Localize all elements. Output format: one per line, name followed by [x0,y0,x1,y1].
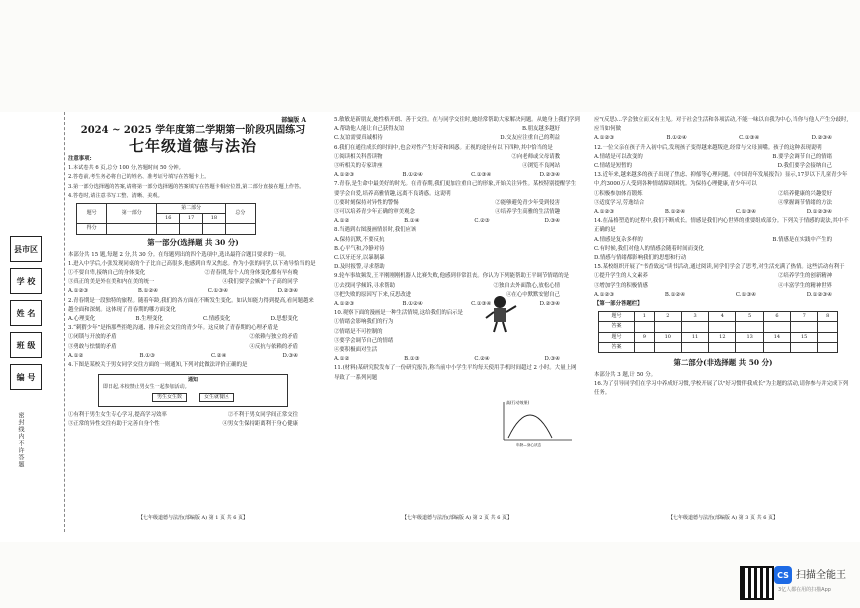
cartoon-illustration [484,294,518,334]
question-15: 15.某校组织开展了"书香致远"读书活动,通过阅读,同学们学会了思考,对生活充满了热情。这些活动有利于 [594,264,845,271]
choice: B.①②④ [666,135,687,142]
answer-table-row [599,322,838,332]
answer-cell: 12 [709,332,736,342]
school-field: 学 校 [10,268,42,294]
q12-options-a [594,153,852,162]
answer-table-row [599,342,838,352]
choice: D.②③④ [277,288,298,295]
choice: C.①③④ [471,172,492,179]
answer-cell [736,342,763,352]
choice: A.①②③ [594,135,615,142]
question-14: 14.在品格塑造的过程中,我们不断成长。情感是我们内心世界的重要组成部分。下列关于情感的说法,其中不正确的是 [594,218,849,234]
exam-title: 2024 ~ 2025 学年度第二学期第一阶段巩固练习 [80,125,306,136]
q15-options-b [594,282,852,291]
q10-option-list [334,318,484,355]
part1-intro: 本部分共 15 题,每题 2 分,共 30 分。在每题列出的四个选项中,选出最符合题目要求的一项。 [68,251,290,258]
q9-opt-4: ④在心中默默安慰自己 [506,291,560,298]
q14-opt-d: D.情感与情绪都影响我们的思想和行动 [594,255,687,262]
answer-cell: 13 [736,332,763,342]
answer-cell [736,322,763,332]
answer-cell: 2 [654,312,681,322]
county-field: 县市区 [10,236,42,262]
q7-choices [334,217,580,226]
q6-options-b [334,162,580,171]
q15-options-a [594,272,852,281]
q3-opt-2: ②依赖与独立的矛盾 [249,334,298,341]
score-cell [225,224,255,234]
notice-sign-2: 女生就餐区 [199,393,234,402]
notice-title: 通知 [187,377,198,384]
q9-options-b [334,291,580,300]
answer-cell [635,322,655,332]
question-4: 4.下图是某校关于男女同学交往方面的一则通知,下列对此做法评价正确的是 [68,362,248,369]
class-field: 班 级 [10,332,42,358]
score-header: 题号 [77,204,107,224]
q9-opt-3: ③把失败的原因写下来,反思改进 [334,291,412,298]
answer-table [598,311,838,353]
q3-opt-3: ③勇敢与怯懦的矛盾 [68,343,117,350]
choice: B.①③ [404,356,420,363]
q7-opt-4: ④培养学生高雅的生活情趣 [495,209,560,216]
answer-cell [818,322,838,332]
q13-opt-2: ②培养健康的兴趣爱好 [778,190,832,197]
q1-options-a [68,269,318,278]
question-7: 7.青春,是生命中最美好的时光。在青春期,我们更加注重自己的形象,开始关注异性。某校特别提醒学生要学会自爱,培养高雅情趣,远离不良诱惑。这说明 [334,181,577,197]
score-row-label: 得分 [77,224,107,234]
q18-col: 18 [203,214,226,224]
notes-title: 注意事项: [68,156,92,162]
answer-row-label: 答案 [599,322,635,332]
notice-box [98,374,288,407]
column-2 [334,116,580,516]
q4-options-a [68,411,318,420]
choice: B.①④ [404,218,420,225]
answer-cell: 14 [763,332,790,342]
choice: D.③④ [282,352,298,359]
choice: D.③④ [544,218,560,225]
answer-cell [635,342,655,352]
q15-opt-1: ①提升学生的人文素养 [594,273,648,280]
graph-x-label: 年龄—身心状态 [516,443,542,447]
q9-choices [334,300,580,309]
choice: C.②③ [474,218,490,225]
question-16: 16.为了引导同学们在学习中养成好习惯,学校开展了以"好习惯伴我成长"为主题的活动,请你参与并完成下列任务。 [594,381,849,397]
q7-opt-2: ②能够避免青少年受到侵害 [495,199,560,206]
q8-opt-b: B.心平气和,冷静对待 [334,245,385,252]
answer-cell [681,322,708,332]
q11-continued: 应"(反思)...学会独立而又有主见。对于社会生活和各项活动,不能一味以自我为中心,当你与他人产生分歧时,应当如何做 [594,117,849,133]
choice: A.①② [68,352,84,359]
choice: B.①②④ [402,301,423,308]
choice: C.②④ [210,352,227,359]
part2-title: 第二部分(非选择题 共 50 分) [673,358,773,368]
q13-options-b [594,199,852,208]
q12-opt-b: B.要学会调节自己的情绪 [772,153,832,160]
choice: A.心理变化 [68,316,96,323]
total-header: 总分 [225,204,255,224]
q12-options-b [594,162,852,171]
choice: B.①②④ [664,209,686,216]
choice: D.②③④ [539,301,560,308]
q5-opt-a: A.帮助他人能让自己获得友谊 [334,126,405,133]
note-4: 4.答卷时,请注意书写工整、清晰、美观。 [68,192,163,199]
answer-cell [654,322,681,332]
answer-cell [818,332,838,342]
question-2: 2.青春期是一段独特的旅程。随着年龄,我们的各方面在不断发生变化。如认知能力得到提高,看问题越来越全面和深刻。这体现了青春期的哪方面变化 [68,297,314,313]
q6-options-a [334,153,580,162]
notice-body: 即日起,本校禁止男女生一起参加活动。 [103,384,190,391]
q15-opt-3: ③增加学生的积极情感 [594,282,648,289]
q6-opt-1: ①阅读相关科普读物 [334,153,383,160]
q8-opt-d: D.及时报警,寻求帮助 [334,264,385,271]
q14-options-a [594,236,852,245]
choice: D.③④ [544,356,560,363]
number-field: 编 号 [10,364,42,390]
answer-cell: 5 [736,312,763,322]
seal-line-notice: 密封线内不许答题 [17,412,24,468]
q1-opt-4: ④我们要学会嫉妒个子高的同学 [222,279,298,286]
q8-opt-a: A.保持沉默,不要反抗 [334,236,385,243]
score-table [76,203,256,235]
answer-cell: 9 [635,332,655,342]
choice: A.①②③ [594,291,615,298]
choice: C.①③④ [207,288,228,295]
choice: D.思想变化 [270,316,298,323]
q13-options-a [594,190,852,199]
question-12: 12.一位父亲在孩子升入初中后,发现孩子变得越来越叛逆,经常与父母顶嘴。孩子的这种表现说明 [594,144,822,151]
binding-margin [4,112,65,532]
choice: C.①③④ [739,135,760,142]
choice: D.②③④ [539,172,560,179]
choice: B.①②④ [137,288,159,295]
answer-row-label: 题号 [599,332,635,342]
score-cell [107,224,157,234]
column-1 [68,116,318,516]
answer-cell [681,342,708,352]
q7-options-a [334,199,580,208]
mood-curve-graph [496,398,574,450]
q4-opt-2: ②不利于男女同学间正常交往 [227,412,298,419]
edition-tag: 部编版 A [281,117,306,124]
q4-opt-1: ①有利于男生女生专心学习,提高学习效率 [68,412,167,419]
q1-opt-3: ③真正的美是外在美和内在美的统一 [68,279,155,286]
q6-opt-2: ②向老师或父母请教 [511,153,560,160]
q8-opt-c: C.以牙还牙,以暴制暴 [334,255,385,262]
q10-opt-2: ②情绪是不可控制的 [334,328,383,335]
choice: C.①③④ [471,301,492,308]
notice-sign-1: 男生女生数 [152,393,187,402]
q16-col: 16 [157,214,180,224]
q4-opt-4: ④男女生保持距离利于身心健康 [222,421,298,428]
page-3-footer: 【七年级道德与法治(部编版 A) 第 3 页 共 6 页】 [667,515,778,521]
scanner-logo: CS [774,566,792,584]
q1-choices [68,287,318,296]
note-1: 1.本试卷共 6 页,总分 100 分,答题时间 50 分钟。 [68,165,184,172]
q6-opt-3: ③听相关的专家讲座 [334,163,383,170]
q13-choices [594,208,852,217]
q1-opt-2: ②青春期,每个人的身体变化都有早有晚 [204,270,298,277]
q15-opt-4: ④丰富学生的精神世界 [778,282,832,289]
q5-options-b [334,134,580,143]
question-6: 6.我们在通往成长的时间中,也会对性产生好奇和困惑。正视的途径有以下四种,其中恰当的是 [334,144,553,151]
choice: B.①②④ [664,291,686,298]
q5-options-a [334,125,580,134]
q13-opt-4: ④掌握调节情绪的方法 [778,199,832,206]
answer-cell: 10 [654,332,681,342]
answer-cell [709,342,736,352]
choice: C.①③④ [735,209,757,216]
q15-opt-2: ②培养学生的创新精神 [778,273,832,280]
qr-code [740,566,774,600]
q7-options-b [334,208,580,217]
choice: A.①②③ [68,288,89,295]
question-9: 9.轮车事故频发,王平刚刚刚机器人比赛失败,他感到非常沮丧。你认为下列能帮助王平调节情绪的是 [334,273,569,280]
choice: A.①② [334,356,350,363]
q7-opt-3: ③可以培养青少年正确的审美观念 [334,209,415,216]
question-13: 13.近年来,越来越多的孩子出现了焦虑、抑郁等心理问题。《中国青年发展报告》显示,17岁以下儿童青少年中,约3000万人受到各种情绪障碍困扰。为保持心理健康,青少年可以 [594,172,848,188]
choice: D.①②③④ [806,209,832,216]
q3-options-b [68,343,318,352]
answer-cell: 8 [818,312,838,322]
choice: B.生理变化 [135,316,163,323]
part2-header: 第二部分 [157,204,225,214]
q3-options-a [68,333,318,342]
score-cell [203,224,226,234]
subject-title: 七年级道德与法治 [128,137,257,155]
answer-cell: 1 [635,312,655,322]
answer-cell: 11 [681,332,708,342]
question-8: 8.当遇到右图漫画情景时,我们应该 [334,227,417,234]
q10-opt-4: ④要积极面对生活 [334,347,378,354]
question-10: 10.观察下面的漫画是一种生活情境,这给我们的启示是 [334,310,463,317]
q4-options-b [68,420,318,429]
note-3: 3.第一部分选择题的答案,请将第一部分选择题的答案填写在答题卡相应位置,第二部分直接在题上作答。 [68,183,305,190]
q3-opt-1: ①闭锁与开放的矛盾 [68,334,117,341]
scanner-brand: 扫描全能王 [796,570,846,581]
name-field: 姓 名 [10,300,42,326]
note-2: 2.答卷前,考生务必将自己的姓名、准考证号填写在答题卡上。 [68,174,210,181]
answer-cell [763,342,790,352]
part2-intro: 本部分共 3 题,计 50 分。 [594,372,656,379]
part1-title: 第一部分(选择题 共 30 分) [147,237,239,247]
q10-opt-1: ①情绪会影响我们的行为 [334,319,394,326]
question-3: 3.“刺猬少年”是指那些拒绝沟通、排斥社会交往的青少年。这反映了青春期的心理矛盾是 [68,325,279,332]
q17-col: 17 [180,214,203,224]
q14-opt-c: C.有时候,我们对他人的情感会随着时间而变化 [594,245,704,252]
q11-choices [594,134,852,143]
q5-opt-b: B.朋友越多越好 [521,126,560,133]
answer-cell [763,322,790,332]
choice: C.①③④ [735,291,757,298]
answer-table-row [599,332,838,342]
question-11: 11.(材料)某研究院发布了一份研究报告,称当前中小学生平均每天使用手机时间超过 2 小时。大量上网导致了一系列问题 [334,365,577,381]
q3-choices [68,352,318,361]
q6-choices [334,171,580,180]
answer-table-row [599,312,838,322]
q10-choices [334,355,580,364]
scanner-tagline: 3亿人都在用的扫描App [778,587,831,593]
q1-opt-1: ①不要自卑,接纳自己的身体变化 [68,270,146,277]
answer-cell [709,322,736,332]
answer-cell: 15 [791,332,818,342]
q1-options-b [68,278,318,287]
choice: A.①②③ [594,209,615,216]
choice: B.①②④ [402,172,423,179]
q14-opt-b: B.情感是在实践中产生的 [772,236,832,243]
part1-header: 第一部分 [107,204,157,224]
q12-opt-d: D.我们要学会接纳自己 [777,163,832,170]
page-2-footer: 【七年级道德与法治(部编版 A) 第 2 页 共 6 页】 [401,515,512,521]
q5-opt-d: D.交友应注重自己的利益 [500,135,560,142]
answer-row-label: 答案 [599,342,635,352]
answer-row-label: 题号 [599,312,635,322]
q6-opt-4: ④浏览不良网站 [522,163,560,170]
column-3 [594,116,852,516]
graph-title: 高(行动效果) [506,400,530,405]
choice: D.①②③④ [806,291,832,298]
choice: C.情感变化 [203,316,231,323]
page-1-footer: 【七年级道德与法治(部编版 A) 第 1 页 共 6 页】 [137,515,248,521]
answer-cell: 6 [763,312,790,322]
q13-opt-1: ①积极参加体育锻炼 [594,190,643,197]
q3-opt-4: ④反抗与依赖的矛盾 [249,343,298,350]
answer-cell [791,342,818,352]
score-cell [157,224,180,234]
choice: A.①② [334,218,350,225]
choice: C.②④ [474,356,490,363]
q14-opt-a: A.情感是复杂多样的 [594,236,643,243]
answer-cell [654,342,681,352]
choice: B.①③ [139,352,155,359]
q15-choices [594,291,852,300]
answer-cell [818,342,838,352]
score-cell [180,224,203,234]
q5-opt-c: C.友谊需要真诚相待 [334,135,383,142]
q9-opt-1: ①去找同学倾诉,寻求帮助 [334,282,396,289]
answer-cell: 7 [791,312,818,322]
choice: D.②③④ [811,135,832,142]
q12-opt-a: A.情绪是可以改变的 [594,153,643,160]
q13-opt-3: ③适度学习,劳逸结合 [594,199,645,206]
answer-cell: 3 [681,312,708,322]
q7-opt-1: ①要时刻保持对异性的警惕 [334,199,399,206]
answer-sheet-title: 【第一部分答题栏】 [594,301,643,308]
q10-opt-3: ③要学会调节自己的情绪 [334,337,394,344]
q12-opt-c: C.情绪是短暂的 [594,163,632,170]
choice: A.①②③ [334,172,355,179]
answer-cell [791,322,818,332]
q9-opt-2: ②独自去外面散心,放松心情 [493,282,560,289]
question-5: 5.敏敏是新朋友,她性格开朗、善于交往。在与同学交往时,她经常帮助大家解决问题。从她身上我们学到 [334,117,580,123]
choice: A.①②③ [334,301,355,308]
q9-options-a [334,282,580,291]
q4-opt-3: ③正常的异性交往有助于完善自身个性 [68,421,160,428]
answer-cell: 4 [709,312,736,322]
question-1: 1.进入中学后,小张发现同桌的个子比自己高很多,他感到自卑又焦虑。作为小张的同学,以下劝导恰当的是 [68,260,316,267]
q2-choices [68,315,318,324]
